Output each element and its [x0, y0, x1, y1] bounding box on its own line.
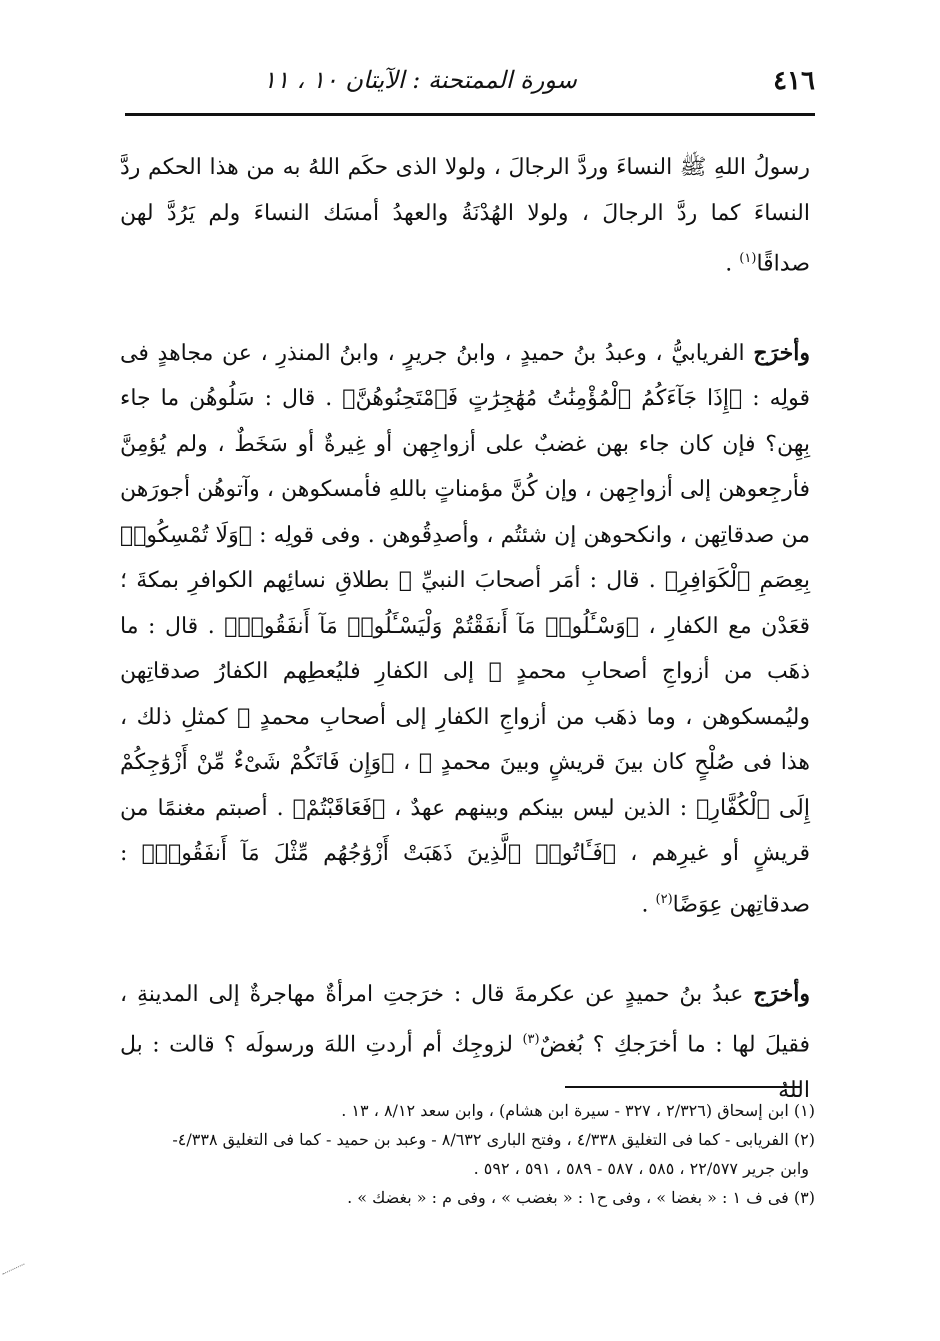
paragraph-text: الفريابيُّ ، وعبدُ بنُ حميدٍ ، وابنُ جريرٍ ، وابنُ المنذرِ ، عن مجاهدٍ فى قولِه : ﴿إِذَا جَآءَكُمُ ٱلْمُؤْمِنَٰتُ مُهَٰجِرَٰتٍ فَٱمْتَحِنُوهُنَّ﴾ . قال : سَلُوهُن ما جاء بِهِن؟ فإن كان جاء بهن غضبٌ على أزواجِهن أو غِيرةٌ أو سَخَطٌ ، ولم يُؤمِنَّ فأرجِعوهن إلى أزواجِهن ، وإن كُنَّ مؤمناتٍ باللهِ فأمسكوهن ، وآتوهُن أجورَهن من صدقاتِهن ، وانكحوهن إن شئتُم ، وأصدِقُوهن . وفى قولِه : ﴿وَلَا تُمْسِكُوا۟ بِعِصَمِ ٱلْكَوَافِرِ﴾ . قال : أمَر أصحابَ النبيِّ ﷺ بطلاقِ نسائِهم الكوافرِ بمكةَ ؛ قعَدْن مع الكفارِ ، ﴿وَسْـَٔلُوا۟ مَآ أَنفَقْتُمْ وَلْيَسْـَٔلُوا۟ مَآ أَنفَقُوا۟﴾ . قال : ما ذهَب من أزواجِ أصحابِ محمدٍ ﷺ إلى الكفارِ فليُعطِهم الكفارُ صدقاتِهن وليُمسكوهن ، وما ذهَب من أزواجِ الكفارِ إلى أصحابِ محمدٍ ﷺ كمثلِ ذلك ، هذا فى صُلْحٍ كان بينَ قريشٍ وبينَ محمدٍ ﷺ ، ﴿وَإِن فَاتَكُمْ شَىْءٌ مِّنْ أَزْوَٰجِكُمْ إِلَى ٱلْكُفَّارِ﴾ : الذين ليس بينكم وبينهم عهدٌ ، ﴿فَعَاقَبْتُمْ﴾ . أصبتم مغنمًا من قريشٍ أو غيرِهم ، ﴿فَـَٔاتُوا۟ ٱلَّذِينَ ذَهَبَتْ أَزْوَٰجُهُم مِّثْلَ مَآ أَنفَقُوا۟﴾ : صدقاتِهن عِوَضًا [120, 340, 810, 918]
paragraph-lead: وأخرَج [753, 980, 810, 1007]
footnote-continuation: وابن جرير ٢٢/٥٧٧ ، ٥٨٥ ، ٥٨٧ - ٥٨٩ ، ٥٩١ ، ٥٩٢ . [473, 1159, 809, 1178]
paragraph [120, 331, 810, 928]
page-header [125, 60, 815, 104]
footnote: (١) ابن إسحاق (٢/٣٢٦ ، ٣٢٧ - سيرة ابن هشام) ، وابن سعد ٨/١٢ ، ١٣ . [341, 1101, 815, 1120]
footnote: (٢) الفريابى - كما فى التغليق ٤/٣٣٨ ، وفتح البارى ٨/٦٣٢ - وعبد بن حميد - كما فى التغليق ٤/٣٣٨- [172, 1130, 815, 1149]
footnote-divider [565, 1086, 800, 1088]
footnotes [120, 1096, 815, 1212]
paragraph-lead: وأخرَج [753, 339, 810, 366]
footnote-marker: (١) [739, 251, 757, 266]
main-text [120, 145, 810, 1113]
paragraph-end: . [641, 892, 656, 918]
paragraph-end: . [725, 251, 740, 277]
footnote-marker: (٢) [655, 891, 673, 907]
footnote-marker: (٣) [522, 1032, 540, 1048]
paragraph [120, 972, 810, 1114]
header-divider [125, 113, 815, 116]
running-title: سورة الممتحنة : الآيتان ١٠ ، ١١ [263, 66, 577, 94]
paragraph-end: لزوجِك أم أردتِ اللهَ ورسولَه ؟ قالت : بل اللهُ [120, 1032, 810, 1103]
page-number: ٤١٦ [773, 66, 815, 96]
paragraph-text: عبدُ بنُ حميدٍ عن عكرمةَ قال : خرَجتِ امرأةٌ مهاجرةٌ إلى المدينةِ ، فقيلَ لها : ما أخرَجكِ ؟ بُغضٌ [120, 981, 810, 1058]
footnote: (٣) فى ف ١ : « بغضا » ، وفى ح١ : « بغضب » ، وفى م : « بغضك » . [347, 1188, 815, 1207]
scan-mark [2, 1264, 29, 1286]
paragraph [120, 145, 810, 287]
paragraph-text: رسولُ اللهِ ﷺ النساءَ وردَّ الرجالَ ، ولولا الذى حكَم اللهُ به من هذا الحكم ردَّ النساءَ كما ردَّ الرجالَ ، ولولا الهُدْنَةُ والعهدُ أمسَك النساءَ ولم يَرُدَّ لهن صداقًا [120, 155, 810, 277]
